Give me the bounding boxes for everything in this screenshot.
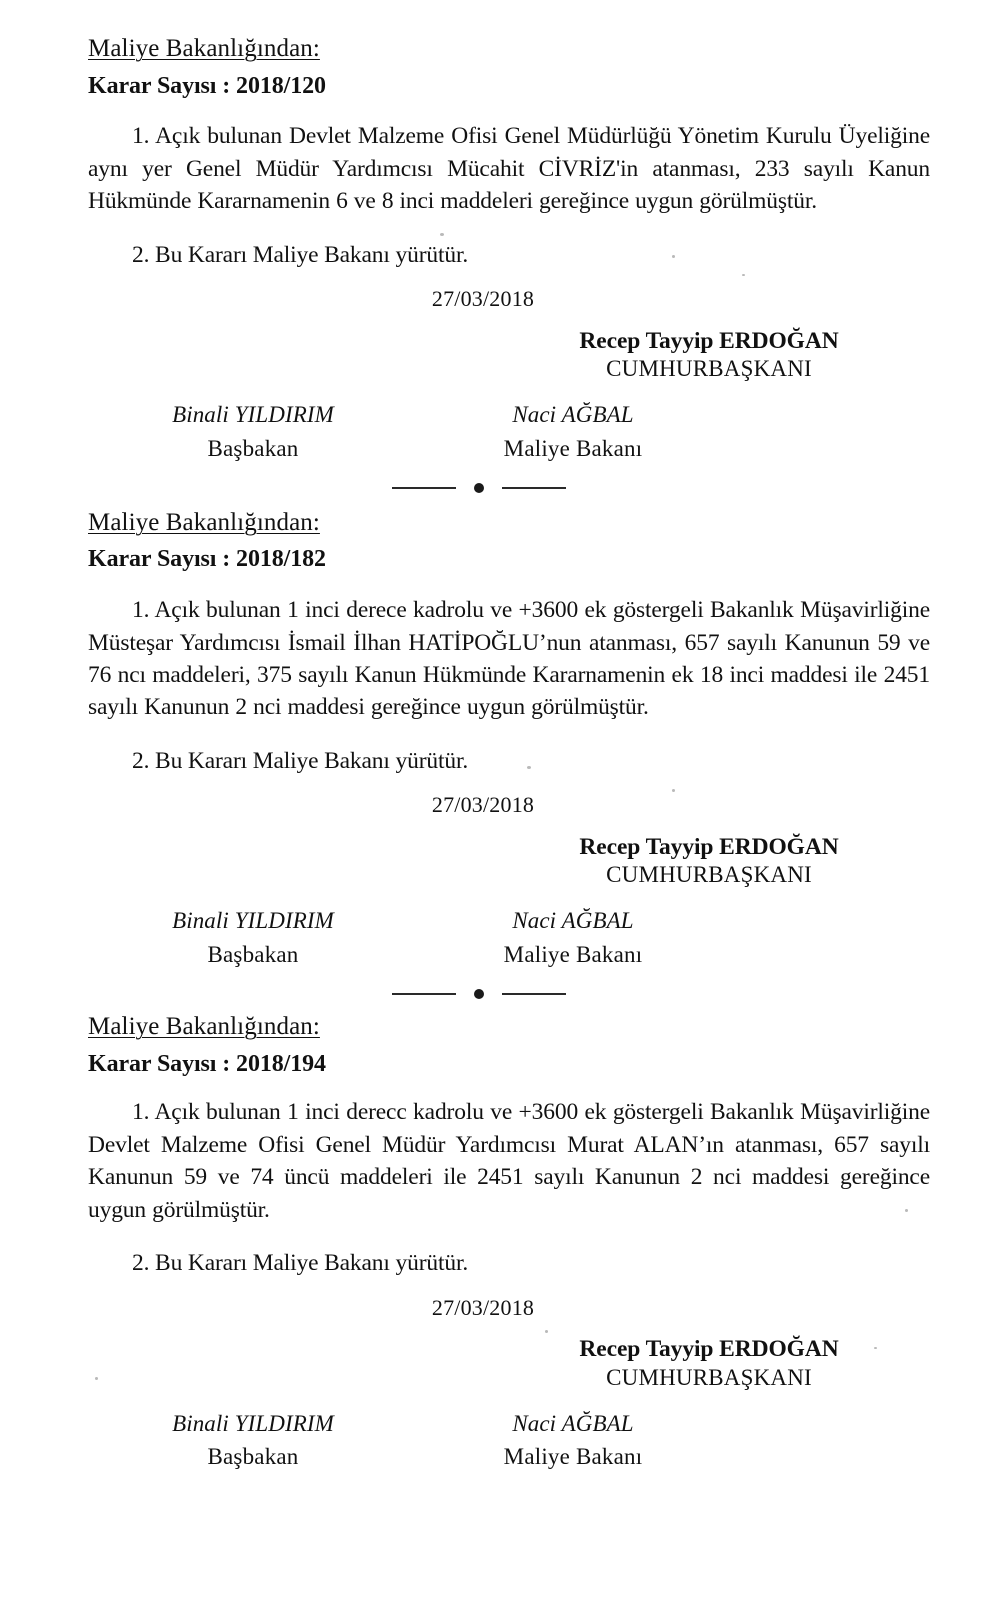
cosigner-title: Maliye Bakanı: [503, 1444, 643, 1470]
issuer-heading: Maliye Bakanlığından:: [88, 1013, 320, 1041]
decision-date: 27/03/2018: [431, 792, 535, 818]
cosigner-name: Binali YILDIRIM: [172, 402, 334, 428]
divider-rule-right: [502, 993, 566, 995]
cosigner-finance-minister: [418, 401, 728, 464]
divider-rule-right: [502, 487, 566, 489]
decision-block-2: [88, 500, 930, 970]
cosigner-row: [88, 1410, 930, 1473]
decision-block-1: [88, 0, 930, 464]
divider-dot-icon: [474, 483, 484, 493]
section-divider: [88, 982, 930, 1006]
president-name: Recep Tayyip ERDOĞAN: [579, 327, 839, 354]
divider-rule-left: [392, 487, 456, 489]
cosigner-row: [88, 401, 930, 464]
divider-dot-icon: [474, 989, 484, 999]
article-1-text: 1. Açık bulunan 1 inci derece kadrolu ve +3600 ek göstergeli Bakanlık Müşavirliğine Müsteşar Yardımcısı İsmail İlhan HATİPOĞLU’nun atanması, 657 sayılı Kanunun 59 ve 76 ncı maddeleri, 375 sayılı Kanun Hükmünde Kararnamenin ek 18 inci maddesi ile 2451 sayılı Kanunun 2 nci maddesi gereğince uygun görülmüştür.: [88, 597, 930, 721]
cosigner-title: Maliye Bakanı: [503, 942, 643, 968]
article-2-text: 2. Bu Kararı Maliye Bakanı yürütür.: [132, 747, 469, 774]
decision-number: Karar Sayısı : 2018/194: [88, 1050, 326, 1077]
decision-date: 27/03/2018: [431, 286, 535, 312]
cosigner-name: Binali YILDIRIM: [172, 1410, 334, 1436]
president-title: CUMHURBAŞKANI: [606, 356, 812, 382]
cosigner-title: Başbakan: [207, 1444, 299, 1470]
article-2-text: 2. Bu Kararı Maliye Bakanı yürütür.: [132, 241, 469, 268]
issuer-heading: Maliye Bakanlığından:: [88, 508, 320, 536]
cosigner-name: Binali YILDIRIM: [172, 908, 334, 934]
cosigner-name: Naci AĞBAL: [512, 402, 634, 428]
cosigner-name: Naci AĞBAL: [512, 908, 634, 934]
president-title: CUMHURBAŞKANI: [606, 862, 812, 888]
issuer-heading: Maliye Bakanlığından:: [88, 35, 320, 62]
decision-number: Karar Sayısı : 2018/120: [88, 72, 326, 99]
cosigner-prime-minister: [88, 1410, 418, 1473]
cosigner-finance-minister: [418, 1410, 728, 1473]
article-2-text: 2. Bu Kararı Maliye Bakanı yürütür.: [132, 1250, 469, 1277]
cosigner-name: Naci AĞBAL: [512, 1410, 634, 1436]
president-signature-block: [88, 327, 930, 384]
president-signature-block: [88, 1335, 930, 1392]
cosigner-title: Başbakan: [207, 435, 299, 461]
cosigner-title: Maliye Bakanı: [503, 435, 643, 461]
cosigner-finance-minister: [418, 907, 728, 970]
decision-number: Karar Sayısı : 2018/182: [88, 546, 326, 573]
article-1-text: 1. Açık bulunan Devlet Malzeme Ofisi Genel Müdürlüğü Yönetim Kurulu Üyeliğine aynı yer Genel Müdür Yardımcısı Mücahit CİVRİZ'in atanması, 233 sayılı Kanun Hükmünde Kararnamenin 6 ve 8 inci maddeleri gereğince uygun görülmüştür.: [88, 123, 930, 215]
divider-rule-left: [392, 993, 456, 995]
cosigner-row: [88, 907, 930, 970]
president-name: Recep Tayyip ERDOĞAN: [579, 1336, 839, 1363]
section-divider: [88, 476, 930, 500]
cosigner-prime-minister: [88, 401, 418, 464]
president-title: CUMHURBAŞKANI: [606, 1364, 812, 1390]
decision-date: 27/03/2018: [431, 1294, 535, 1320]
president-signature-block: [88, 833, 930, 890]
decision-block-3: [88, 1006, 930, 1472]
article-1-text: 1. Açık bulunan 1 inci derecc kadrolu ve +3600 ek göstergeli Bakanlık Müşavirliğine Devlet Malzeme Ofisi Genel Müdür Yardımcısı Murat ALAN’ın atanması, 657 sayılı Kanunun 59 ve 74 üncü maddeleri ile 2451 sayılı Kanunun 2 nci maddesi gereğince uygun görülmüştür.: [88, 1099, 930, 1223]
cosigner-title: Başbakan: [207, 942, 299, 968]
cosigner-prime-minister: [88, 907, 418, 970]
president-name: Recep Tayyip ERDOĞAN: [579, 833, 839, 860]
